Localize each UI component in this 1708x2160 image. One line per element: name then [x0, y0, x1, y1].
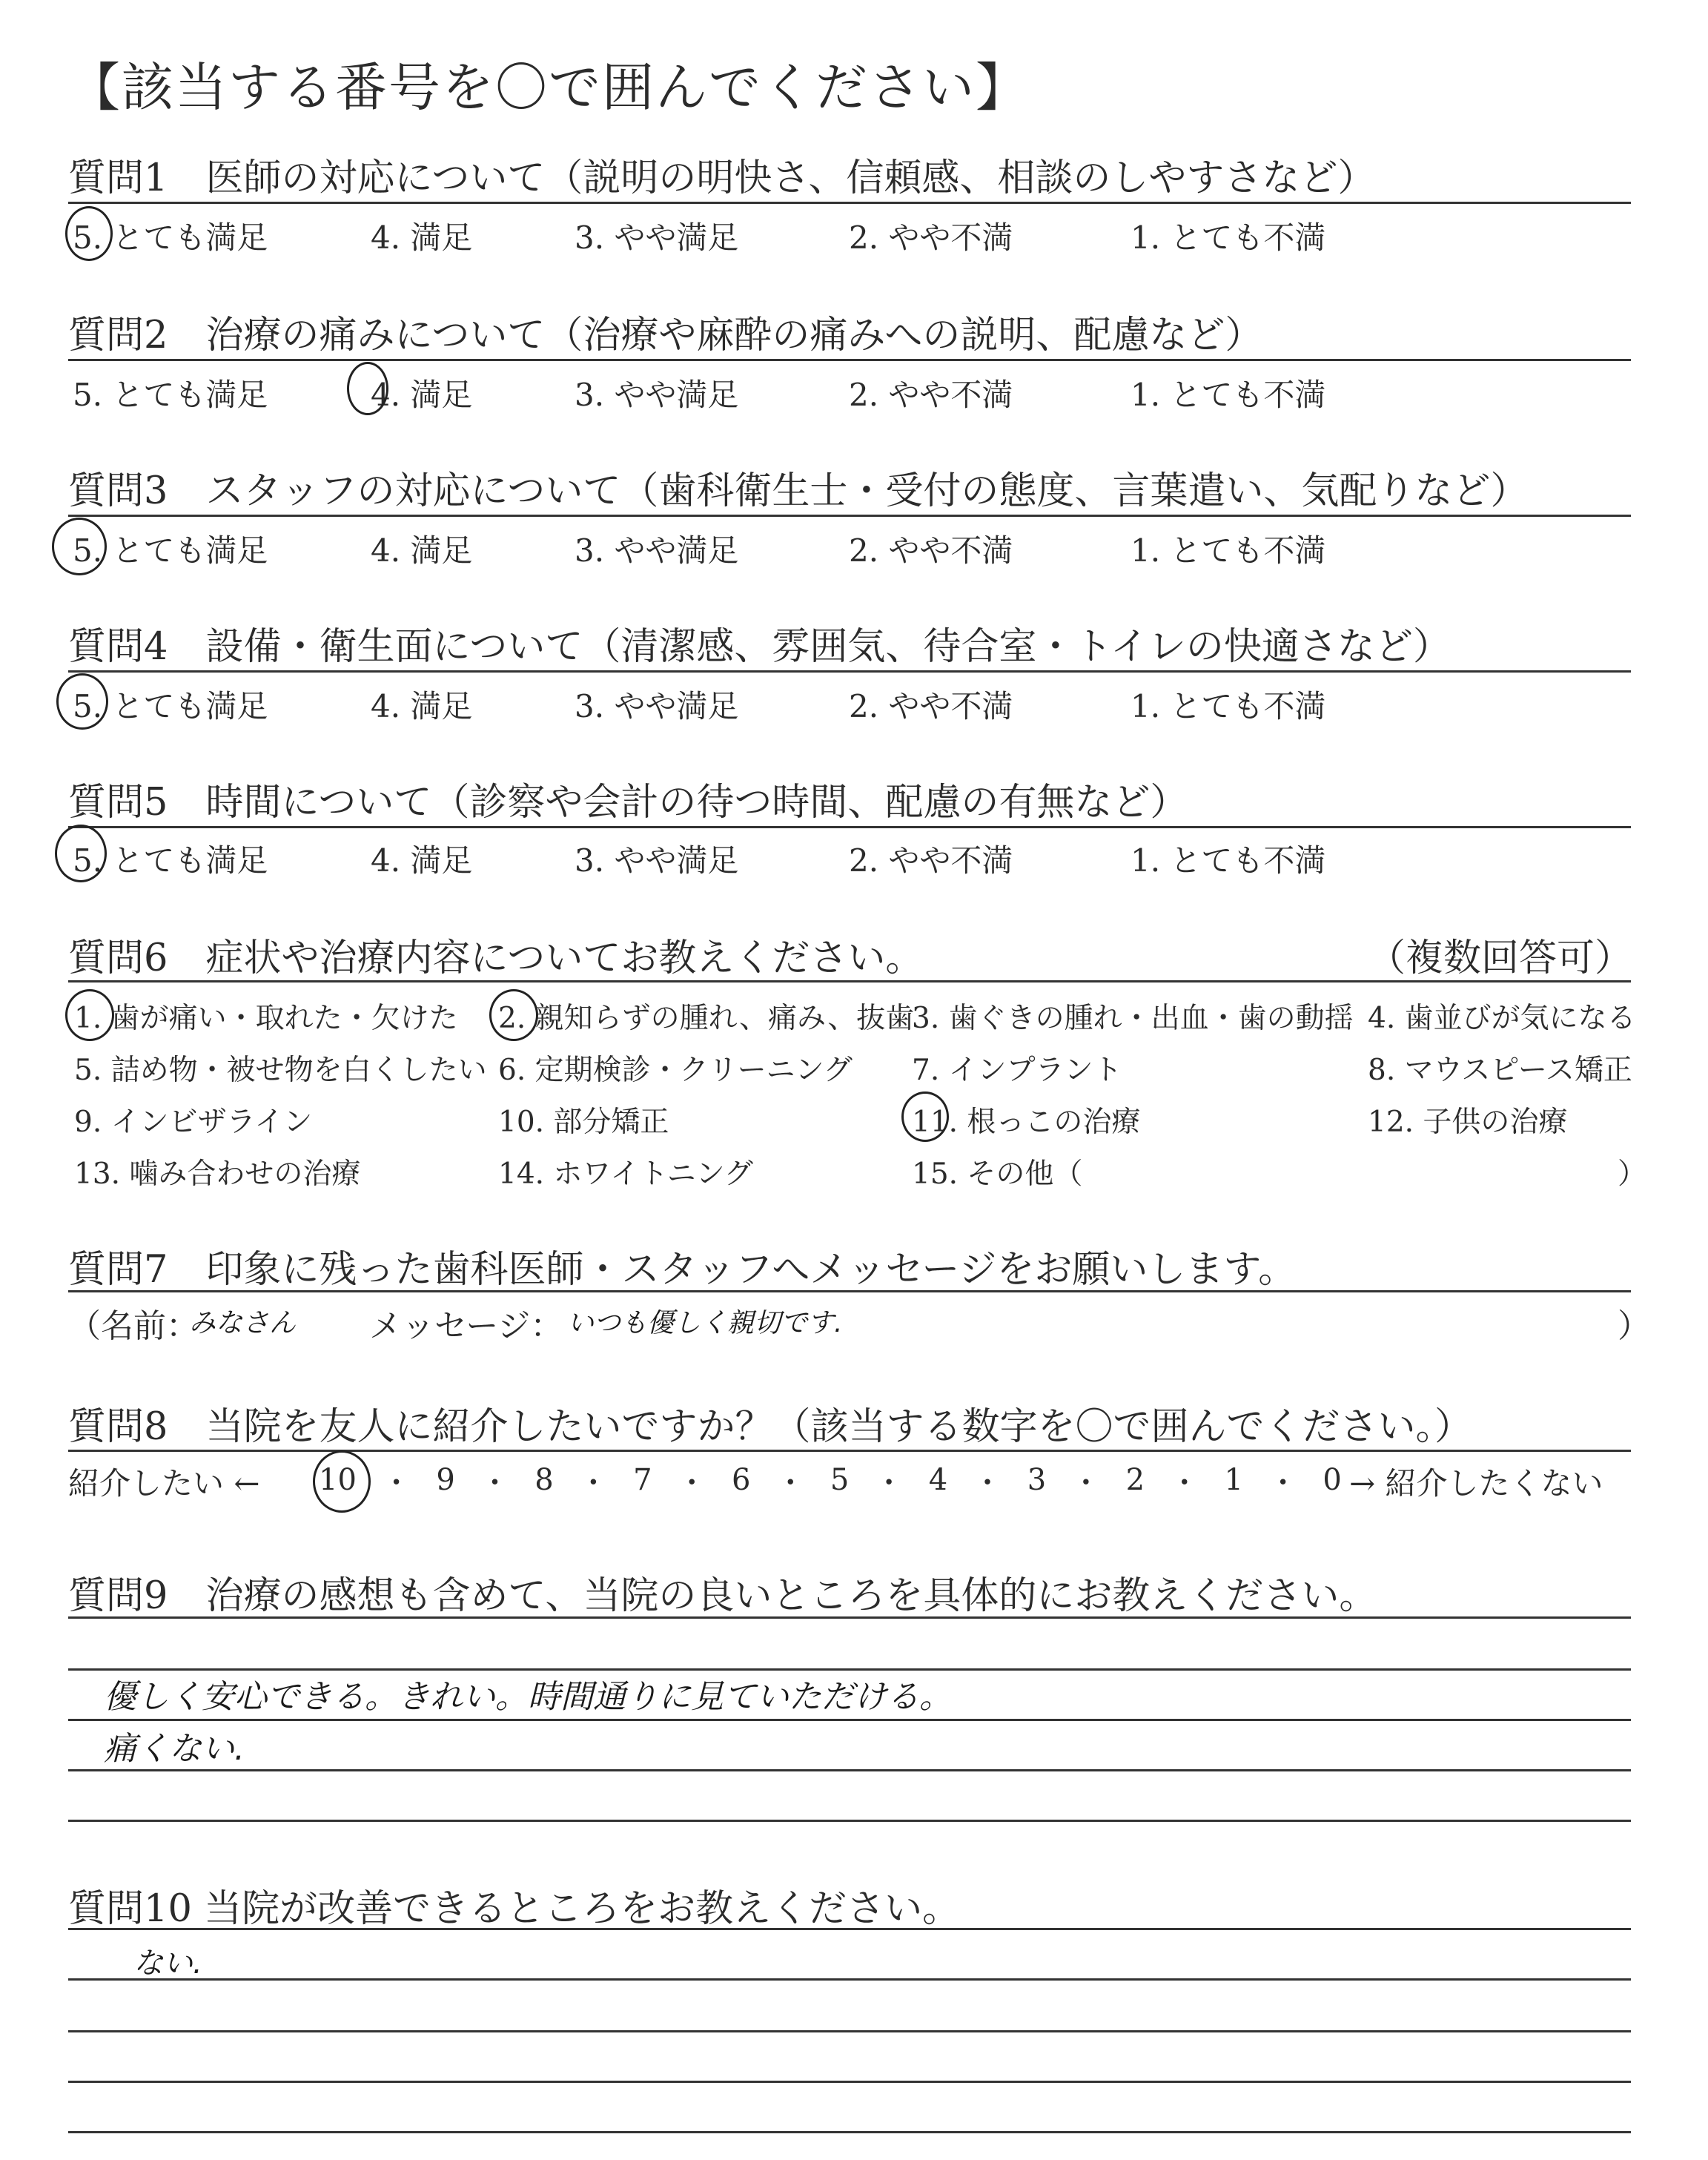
question-4-title: 質問4 設備・衛生面について（清潔感、雰囲気、待合室・トイレの快適さなど）: [68, 625, 1451, 669]
scale-dot: ・: [1268, 1465, 1298, 1500]
symptom-option-2[interactable]: 2. 親知らずの腫れ、痛み、抜歯: [498, 1002, 915, 1035]
option-3[interactable]: 3. やや満足: [575, 377, 739, 413]
symptom-option-13[interactable]: 13. 噛み合わせの治療: [74, 1157, 361, 1191]
option-1[interactable]: 1. とても不満: [1131, 219, 1326, 256]
symptom-option-14[interactable]: 14. ホワイトニング: [498, 1157, 753, 1191]
selection-circle: [56, 673, 108, 730]
name-label: （名前：: [68, 1307, 199, 1345]
selection-circle: [489, 989, 538, 1041]
question-9-title: 質問9 治療の感想も含めて、当院の良いところを具体的にお教えください。: [68, 1574, 1377, 1618]
selection-circle: [347, 362, 388, 415]
symptom-option-7[interactable]: 7. インプラント: [912, 1054, 1122, 1087]
option-2[interactable]: 2. やや不満: [849, 688, 1013, 724]
option-3[interactable]: 3. やや満足: [575, 842, 739, 879]
symptom-option-3[interactable]: 3. 歯ぐきの腫れ・出血・歯の動揺: [912, 1002, 1354, 1035]
question-10-title: 質問10 当院が改善できるところをお教えください。: [68, 1887, 961, 1931]
scale-10[interactable]: 10: [319, 1463, 357, 1497]
option-1[interactable]: 1. とても不満: [1131, 532, 1326, 569]
divider: [68, 980, 1631, 982]
question-5-title: 質問5 時間について（診察や会計の待つ時間、配慮の有無など）: [68, 781, 1188, 825]
symptom-option-12[interactable]: 12. 子供の治療: [1368, 1106, 1568, 1139]
option-1[interactable]: 1. とても不満: [1131, 842, 1326, 879]
scale-1[interactable]: 1: [1224, 1463, 1243, 1497]
divider: [68, 202, 1631, 204]
scale-3[interactable]: 3: [1027, 1463, 1047, 1497]
writing-line: [68, 1719, 1631, 1721]
page-header: 【該当する番号を〇で囲んでください】: [68, 57, 1029, 118]
question-1-title: 質問1 医師の対応について（説明の明快さ、信頼感、相談のしやすさなど）: [68, 156, 1376, 200]
option-5[interactable]: 5. とても満足: [73, 688, 268, 724]
option-2[interactable]: 2. やや不満: [849, 377, 1013, 413]
selection-circle: [52, 518, 107, 575]
message-close-paren: ）: [1618, 1307, 1650, 1345]
scale-dot: ・: [775, 1465, 806, 1500]
other-close-paren: ）: [1618, 1157, 1647, 1191]
scale-dot: ・: [972, 1465, 1002, 1500]
option-4[interactable]: 4. 満足: [371, 688, 473, 724]
message-label: メッセージ：: [369, 1307, 563, 1345]
option-3[interactable]: 3. やや満足: [575, 688, 739, 724]
option-4[interactable]: 4. 満足: [371, 219, 473, 256]
scale-9[interactable]: 9: [436, 1463, 455, 1497]
divider: [68, 515, 1631, 517]
scale-dot: ・: [1070, 1465, 1101, 1500]
message-value[interactable]: いつも優しく親切です.: [567, 1308, 843, 1338]
question-7-title: 質問7 印象に残った歯科医師・スタッフへメッセージをお願いします。: [68, 1248, 1297, 1292]
scale-dot: ・: [578, 1465, 609, 1500]
multiple-answers-note: （複数回答可）: [1368, 937, 1633, 980]
question-2-title: 質問2 治療の痛みについて（治療や麻酔の痛みへの説明、配慮など）: [68, 314, 1263, 357]
selection-circle: [313, 1450, 371, 1513]
good-points-answer-line-2[interactable]: 痛くない.: [104, 1730, 245, 1768]
divider: [68, 1450, 1631, 1452]
name-value[interactable]: みなさん: [189, 1308, 297, 1338]
option-5[interactable]: 5. とても満足: [73, 219, 268, 256]
symptom-option-9[interactable]: 9. インビザライン: [74, 1106, 313, 1139]
scale-8[interactable]: 8: [534, 1463, 554, 1497]
writing-line: [68, 2081, 1631, 2083]
divider: [68, 359, 1631, 361]
divider: [68, 670, 1631, 673]
symptom-option-15[interactable]: 15. その他（: [912, 1157, 1083, 1191]
question-3-title: 質問3 スタッフの対応について（歯科衛生士・受付の態度、言葉遣い、気配りなど）: [68, 469, 1529, 513]
scale-dot: ・: [480, 1465, 510, 1500]
selection-circle: [65, 989, 114, 1041]
scale-dot: ・: [381, 1465, 411, 1500]
option-2[interactable]: 2. やや不満: [849, 219, 1013, 256]
divider: [68, 826, 1631, 828]
option-5[interactable]: 5. とても満足: [73, 842, 268, 879]
option-3[interactable]: 3. やや満足: [575, 532, 739, 569]
writing-line: [68, 2131, 1631, 2133]
writing-line: [68, 1928, 1631, 1930]
option-5[interactable]: 5. とても満足: [73, 377, 268, 413]
scale-dot: ・: [677, 1465, 707, 1500]
scale-4[interactable]: 4: [928, 1463, 948, 1497]
option-1[interactable]: 1. とても不満: [1131, 377, 1326, 413]
improvement-answer[interactable]: ない.: [133, 1946, 202, 1981]
scale-dot: ・: [1169, 1465, 1199, 1500]
option-4[interactable]: 4. 満足: [371, 842, 473, 879]
selection-circle: [65, 206, 113, 261]
symptom-option-4[interactable]: 4. 歯並びが気になる: [1368, 1002, 1636, 1035]
writing-line: [68, 2030, 1631, 2032]
option-1[interactable]: 1. とても不満: [1131, 688, 1326, 724]
scale-2[interactable]: 2: [1125, 1463, 1145, 1497]
symptom-option-6[interactable]: 6. 定期検診・クリーニング: [498, 1054, 853, 1087]
divider: [68, 1290, 1631, 1292]
option-2[interactable]: 2. やや不満: [849, 532, 1013, 569]
recommend-scale: [319, 1459, 1342, 1501]
question-6-title: 質問6 症状や治療内容についてお教えください。: [68, 937, 924, 980]
symptom-option-1[interactable]: 1. 歯が痛い・取れた・欠けた: [74, 1002, 458, 1035]
symptom-option-11[interactable]: 11. 根っこの治療: [912, 1106, 1141, 1139]
writing-line: [68, 1616, 1631, 1619]
writing-line: [68, 1978, 1631, 1981]
question-8-title: 質問8 当院を友人に紹介したいですか？（該当する数字を〇で囲んでください。）: [68, 1405, 1472, 1449]
recommend-left-label: 紹介したい ←: [68, 1465, 260, 1502]
selection-circle: [55, 825, 107, 882]
symptom-option-10[interactable]: 10. 部分矯正: [498, 1106, 669, 1139]
scale-6[interactable]: 6: [732, 1463, 751, 1497]
option-3[interactable]: 3. やや満足: [575, 219, 739, 256]
writing-line: [68, 1769, 1631, 1771]
option-5[interactable]: 5. とても満足: [73, 532, 268, 569]
recommend-right-label: → 紹介したくない: [1349, 1465, 1603, 1502]
symptom-option-8[interactable]: 8. マウスピース矯正: [1368, 1054, 1632, 1087]
selection-circle: [901, 1091, 949, 1142]
writing-line: [68, 1820, 1631, 1822]
option-4[interactable]: 4. 満足: [371, 377, 473, 413]
option-4[interactable]: 4. 満足: [371, 532, 473, 569]
scale-5[interactable]: 5: [830, 1463, 850, 1497]
scale-dot: ・: [874, 1465, 904, 1500]
scale-7[interactable]: 7: [633, 1463, 652, 1497]
option-2[interactable]: 2. やや不満: [849, 842, 1013, 879]
symptom-option-5[interactable]: 5. 詰め物・被せ物を白くしたい: [74, 1054, 487, 1087]
good-points-answer-line-1[interactable]: 優しく安心できる。きれい。時間通りに見ていただける。: [104, 1678, 952, 1716]
scale-0[interactable]: 0: [1323, 1463, 1342, 1497]
